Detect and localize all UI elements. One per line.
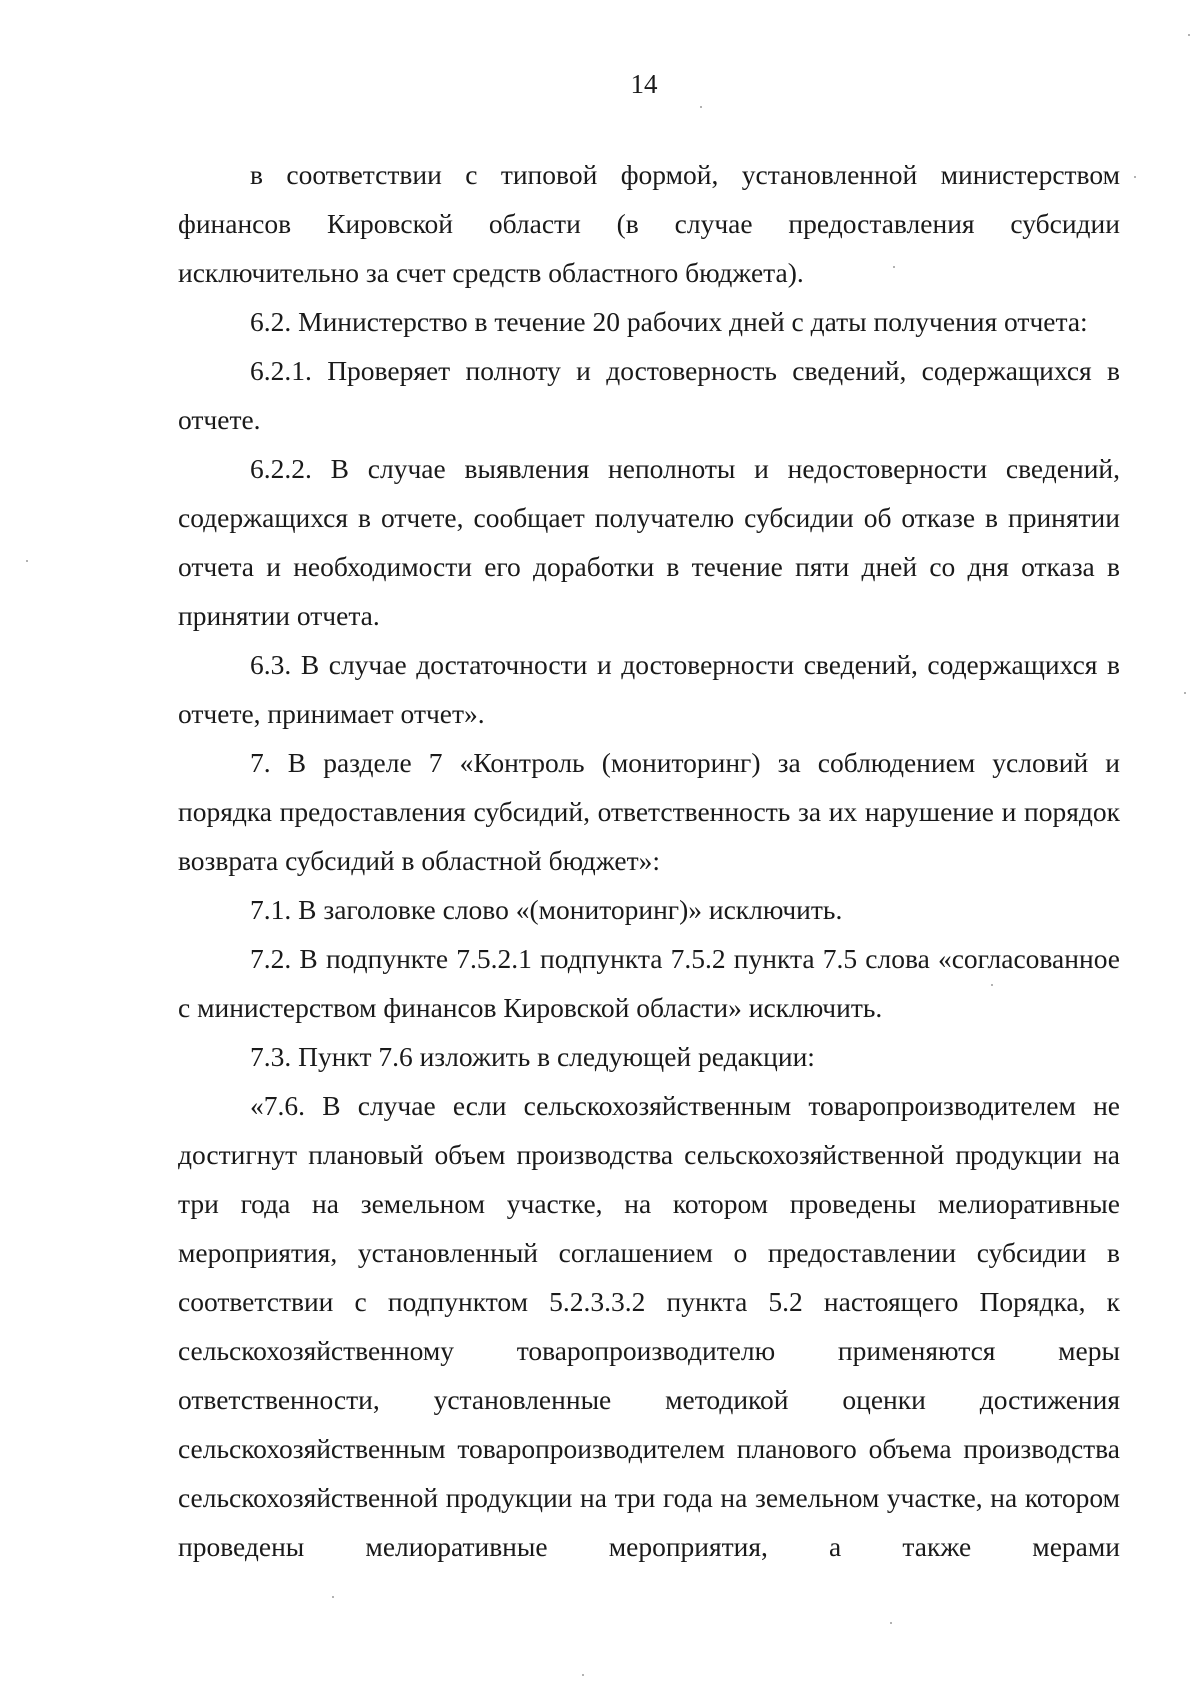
scan-speck (700, 106, 702, 108)
paragraph-7-6: «7.6. В случае если сельскохозяйственным товаропроизводителем не достигнут плановый объем производства сельскохозяйственной продукции на три года на земельном участке, на котором проведены мелиоративные мероприятия, установленный соглашением о предоставлении субсидии в соответствии с подпунктом 5.2.3.3.2 пункта 5.2 настоящего Порядка, к сельскохозяйственному товаропроизводителю применяются меры ответственности, установленные методикой оценки достижения сельскохозяйственным товаропроизводителем планового объема производства сельскохозяйственной продукции на три года на земельном участке, на котором проведены мелиоративные мероприятия, а также мерами (178, 1090, 1120, 1562)
paragraph-continuation: в соответствии с типовой формой, установленной министерством финансов Кировской области (в случае предоставления субсидии исключительно за счет средств областного бюджета). (178, 159, 1120, 288)
body-text (178, 150, 1120, 1571)
scan-speck (332, 1596, 334, 1598)
scan-speck (582, 1674, 584, 1676)
scan-speck (1188, 34, 1190, 36)
scan-speck (991, 984, 993, 986)
scan-speck (890, 1622, 892, 1624)
scan-speck (1184, 692, 1186, 694)
paragraph-7-3: 7.3. Пункт 7.6 изложить в следующей редакции: (250, 1041, 815, 1072)
paragraph-6-2: 6.2. Министерство в течение 20 рабочих дней с даты получения отчета: (250, 306, 1088, 337)
paragraph-7-2: 7.2. В подпункте 7.5.2.1 подпункта 7.5.2 пункта 7.5 слова «согласованное с министерством финансов Кировской области» исключить. (178, 943, 1120, 1023)
paragraph-6-3: 6.3. В случае достаточности и достоверности сведений, содержащихся в отчете, принимает отчет». (178, 649, 1120, 729)
scan-speck (1134, 176, 1136, 178)
paragraph-7-1: 7.1. В заголовке слово «(мониторинг)» исключить. (250, 894, 843, 925)
paragraph-7: 7. В разделе 7 «Контроль (мониторинг) за соблюдением условий и порядка предоставления субсидий, ответственность за их нарушение и порядок возврата субсидий в областной бюджет»: (178, 747, 1120, 876)
page-number: 14 (630, 69, 658, 99)
scan-speck (893, 266, 895, 268)
scan-speck (26, 560, 28, 562)
paragraph-6-2-2: 6.2.2. В случае выявления неполноты и недостоверности сведений, содержащихся в отчете, сообщает получателю субсидии об отказе в принятии отчета и необходимости его доработки в течение пяти дней со дня отказа в принятии отчета. (178, 453, 1120, 631)
paragraph-6-2-1: 6.2.1. Проверяет полноту и достоверность сведений, содержащихся в отчете. (178, 355, 1120, 435)
